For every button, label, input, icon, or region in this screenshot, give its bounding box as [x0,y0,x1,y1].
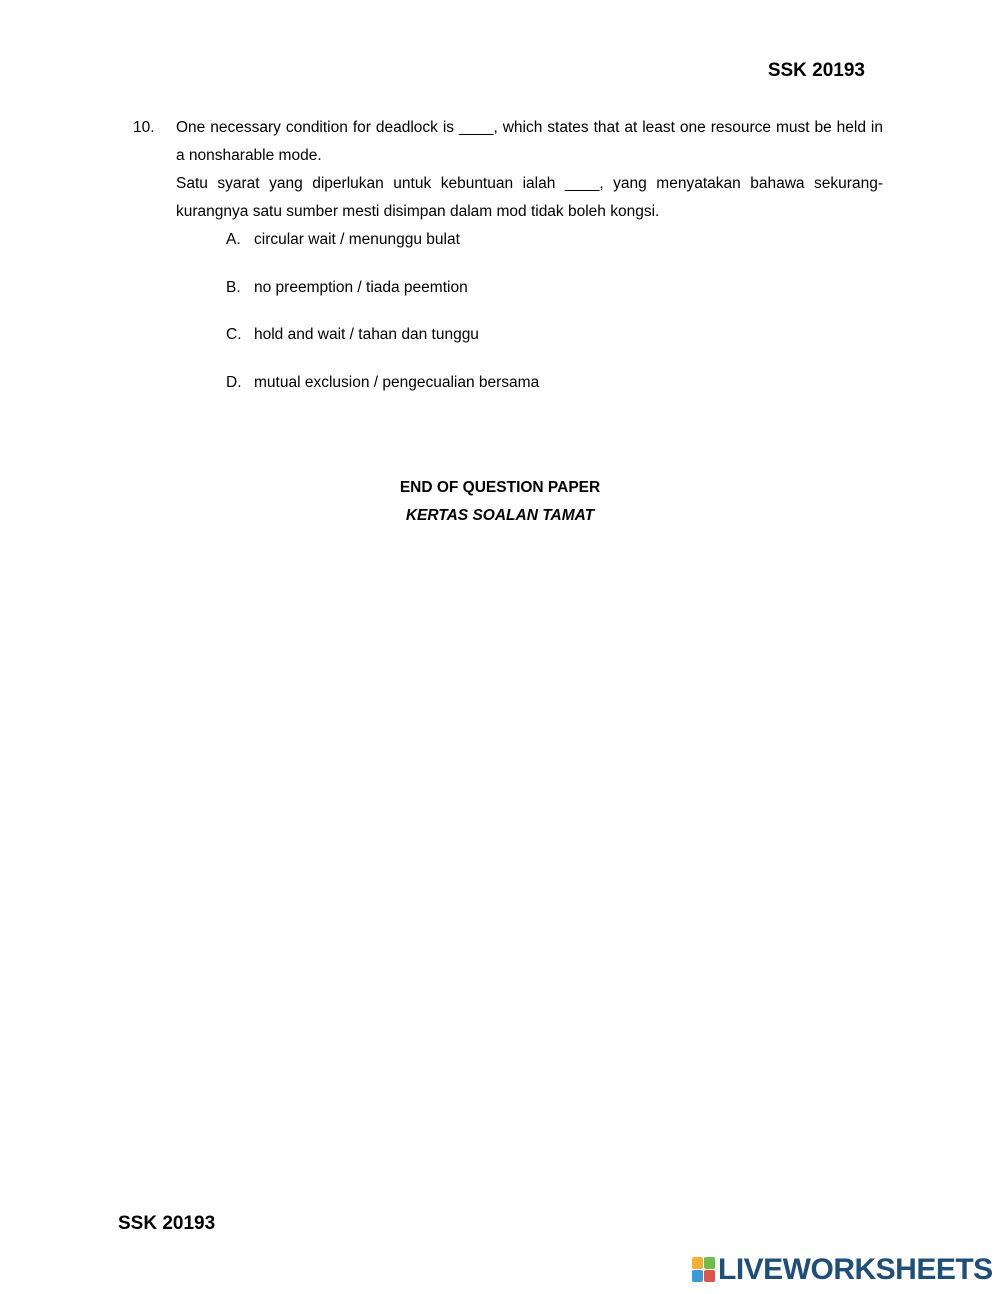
end-text-english: END OF QUESTION PAPER [399,479,601,496]
option-letter: A. [226,231,241,248]
option-letter: C. [226,326,242,343]
answer-options [226,226,883,397]
course-code-header: SSK 20193 [767,60,865,81]
option-c[interactable] [226,321,883,349]
course-code-footer: SSK 20193 [118,1213,216,1234]
option-a[interactable] [226,226,883,254]
end-text-malay: KERTAS SOALAN TAMAT [405,507,595,524]
end-of-paper [0,474,1000,530]
option-text: no preemption / tiada peemtion [254,278,468,296]
question-text-english: One necessary condition for deadlock is ____, which states that at least one resource must be held in a nonsharable mode. [176,119,883,164]
question-10 [133,114,883,416]
option-text: hold and wait / tahan dan tunggu [254,326,479,343]
logo-mark-icon [692,1257,716,1283]
question-text-malay: Satu syarat yang diperlukan untuk kebuntuan ialah ____, yang menyatakan bahawa sekurang-kurangnya satu sumber mesti disimpan dalam mod tidak boleh kongsi. [176,175,883,220]
option-letter: D. [226,373,242,391]
option-text: circular wait / menunggu bulat [254,231,460,248]
option-d[interactable] [226,369,883,397]
liveworksheets-logo[interactable] [692,1252,993,1288]
question-number: 10. [133,119,155,136]
option-text: mutual exclusion / pengecualian bersama [254,373,540,391]
option-b[interactable] [226,274,883,302]
option-letter: B. [226,278,241,296]
question-body [176,114,883,397]
logo-text: LIVEWORKSHEETS [718,1253,993,1286]
